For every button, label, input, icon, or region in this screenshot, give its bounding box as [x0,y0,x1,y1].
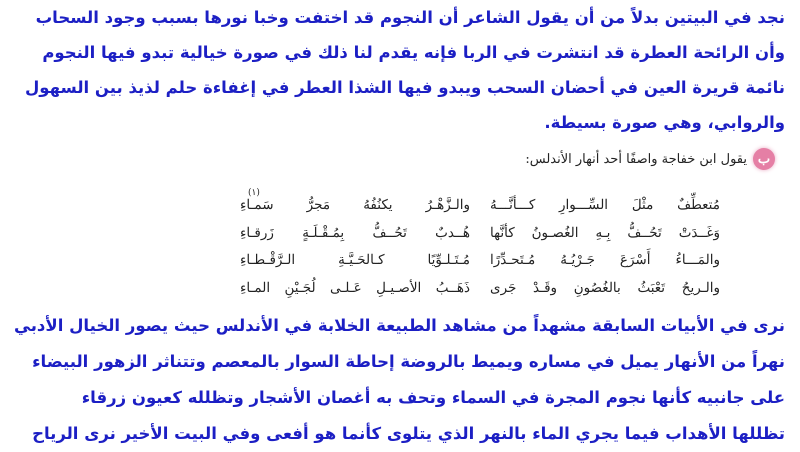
paragraph-line: على جانبيه كأنها نجوم المجرة في السماء وتحف به أغصان الأشجار وتظلله كعيون زرقاء [81,388,785,407]
section-badge: ب [753,148,775,170]
first-hemistich: والـريحُ تَعْبَثُ بالغُصُونِ وقَـدْ جَرى [490,279,720,296]
first-hemistich: مُتعطِّفٌ مثْلَ السِّـــوارِ كـــأنَّـــهُ [490,197,720,213]
paragraph-line: والروابي، وهي صورة بسيطة. [544,113,785,132]
first-hemistich: والمَـــاءُ أَسْرَعَ جَـرْيُـهُ مُـتَحـدِّرًا [490,252,720,268]
paragraph-line: نجد في البيتين بدلاً من أن يقول الشاعر أن النجوم قد اختفت وخبا نورها بسبب وجود السحاب [35,8,785,27]
explanation-paragraph-1 [24,0,785,140]
paragraph-line: تظللها الأهداب فيما يجري الماء بالنهر الذي يتلوى كأنما هو أفعى وفي البيت الأخير نرى الرياح [32,424,785,443]
verse [240,220,720,248]
verse [240,192,720,220]
verse [240,247,720,275]
second-hemistich: والـزَّهْـرُ يكنُفُهُ مَجرُّ سَمـاءِ [240,197,470,213]
footnote-marker: (١) [248,188,260,198]
paragraph-line: نهراً من الأنهار يميل في مساره ويميط بالروضة إحاطة السوار بالمعصم وتتناثر الزهور البيضاء [32,352,785,371]
paragraph-line: وأن الرائحة العطرة قد انتشرت في الربا فإنه يقدم لنا ذلك في صورة خيالية تبدو فيها النجوم [42,43,785,62]
intro-text: يقول ابن خفاجة واصفًا أحد أنهار الأندلس: [525,151,747,167]
verse [240,275,720,303]
second-hemistich: هُــدبٌ تَحُــفُّ بِمُـقْـلَـةٍ زَرقـاءِ [240,224,470,241]
poem [240,188,720,302]
first-hemistich: وَغَــدَتْ تَحُــفُّ بِـهِ الغُصـونُ كأنَّها [490,224,720,241]
second-hemistich: مُـتَـلـوِّيًا كـالحَـيَّـةِ الـرَّقْـطـاءِ [240,252,470,268]
paragraph-line: نائمة قريرة العين في أحضان السحب ويبدو فيها الشذا العطر في إغفاءة حلم لذيذ بين السهول [24,78,785,97]
paragraph-line: نرى في الأبيات السابقة مشهداً من مشاهد الطبيعة الخلابة في الأندلس حيث يصور الخيال الأدبي [14,316,785,335]
explanation-paragraph-2 [14,308,785,452]
second-hemistich: ذَهَــبُ الأصـيـلِ عَـلـى لُجَـيْنِ المـاءِ [240,279,470,296]
poem-intro [525,148,775,170]
